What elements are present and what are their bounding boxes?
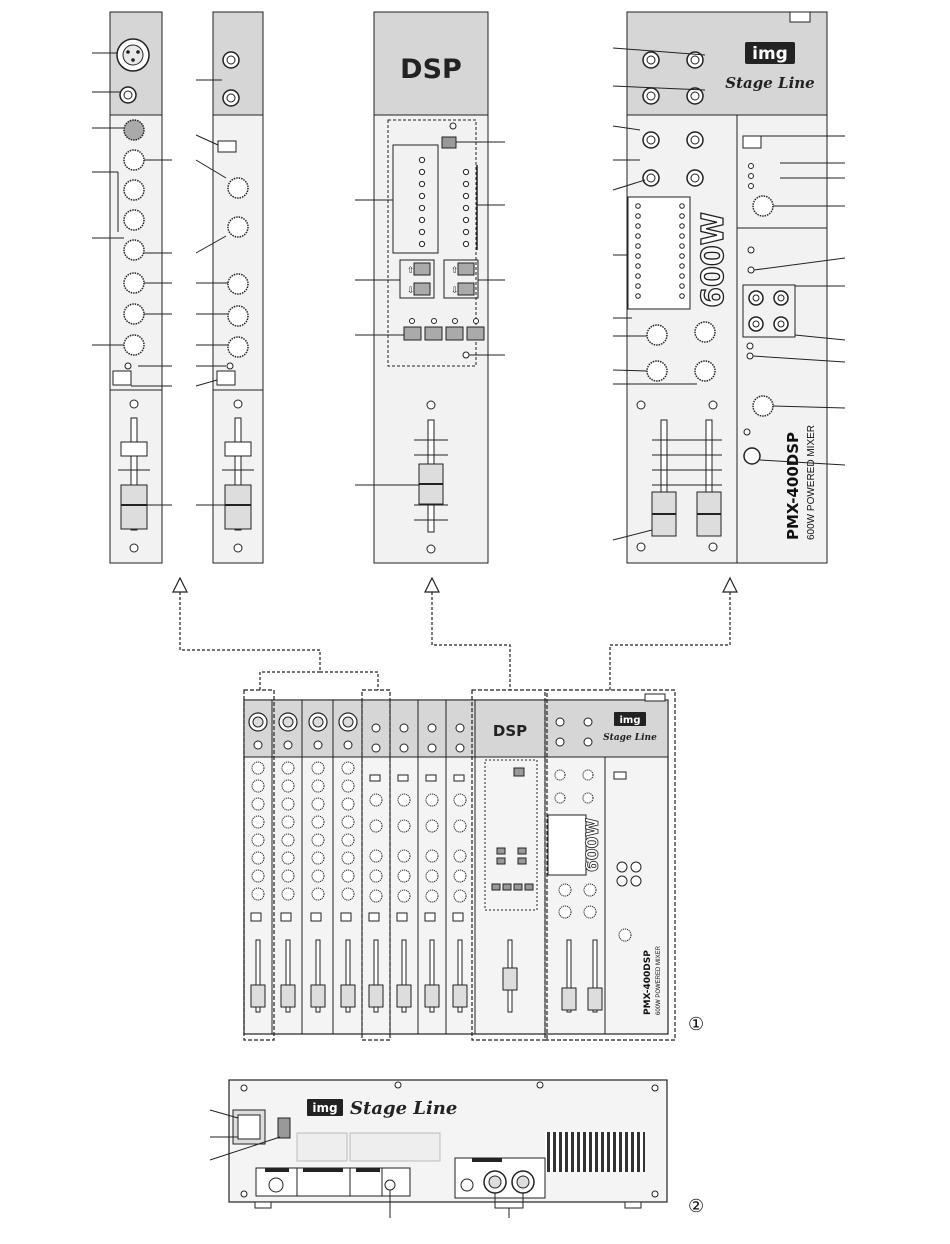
dsp-select-button[interactable]: [442, 137, 456, 148]
dsp-label: DSP: [400, 54, 462, 85]
knob-icon[interactable]: [753, 196, 773, 216]
master-section: [613, 12, 845, 563]
rear-brand-logo: img: [312, 1101, 338, 1115]
brand-logo: img: [752, 44, 788, 64]
pfl-button[interactable]: [217, 371, 235, 385]
connector-arrows: [173, 578, 737, 690]
brand-logo-small: img: [619, 715, 641, 726]
up-button[interactable]: [414, 263, 430, 275]
full-mixer-front-view: [244, 690, 675, 1040]
down-button[interactable]: [458, 283, 474, 295]
model-label: PMX-400DSP: [784, 431, 802, 540]
headphone-jack-icon[interactable]: [744, 448, 760, 464]
rear-panel-view: [210, 1080, 667, 1218]
dsp-label-small: DSP: [492, 722, 528, 740]
figure-number-1: ①: [688, 1014, 705, 1034]
model-subtitle: 600W POWERED MIXER: [806, 424, 817, 540]
jack-output-icon[interactable]: [385, 1180, 395, 1190]
pfl-button[interactable]: [113, 371, 131, 385]
xlr-output-icon[interactable]: [269, 1178, 283, 1192]
svg-text:⇧: ⇧: [407, 265, 415, 275]
stereo-channel-strip: [196, 12, 263, 563]
standby-switch[interactable]: [743, 136, 761, 148]
ventilation-grille: [545, 1132, 645, 1172]
rear-stage-line-logo: Stage Line: [350, 1098, 458, 1119]
up-button[interactable]: [458, 263, 474, 275]
model-subtitle-small: 600W POWERED MIXER: [656, 945, 662, 1015]
stage-line-logo-small: Stage Line: [603, 733, 657, 743]
led-icon: [463, 352, 469, 358]
svg-text:⇩: ⇩: [451, 285, 459, 295]
dsp-strip: [355, 12, 505, 563]
model-label-small: PMX-400DSP: [643, 950, 653, 1015]
led-icon: [125, 363, 131, 369]
power-switch[interactable]: [278, 1118, 290, 1138]
mono-channel-strip: [92, 12, 172, 563]
figure-number-2: ②: [688, 1196, 705, 1216]
led-icon: [227, 363, 233, 369]
svg-text:⇧: ⇧: [451, 265, 459, 275]
level-switch[interactable]: [218, 141, 236, 152]
watts-label: 600W: [696, 212, 731, 308]
stage-line-logo: Stage Line: [725, 74, 815, 92]
watts-label-small: 600W: [583, 817, 603, 873]
knob-icon[interactable]: [753, 396, 773, 416]
svg-text:⇩: ⇩: [407, 285, 415, 295]
down-button[interactable]: [414, 283, 430, 295]
